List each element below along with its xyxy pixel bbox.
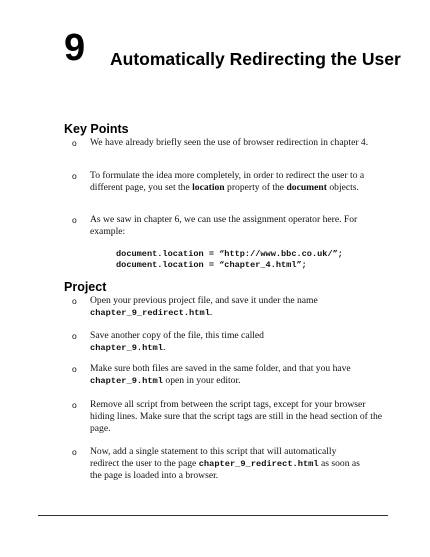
project-step-text: Save another copy of the file, this time called chapter_9.html. [90, 330, 264, 353]
project-step-text: Make sure both files are saved in the same folder, and that you have chapter_9.html open in your editor. [90, 363, 351, 386]
key-point-text: As we saw in chapter 6, we can use the assignment operator here. For example: [90, 214, 358, 237]
project-heading: Project [64, 280, 107, 294]
bullet-icon: o [72, 296, 77, 306]
code-line: document.location = “http://www.bbc.co.uk/”; [116, 249, 343, 259]
list-item [72, 214, 390, 238]
bullet-icon: o [72, 138, 77, 148]
bullet-icon: o [72, 400, 77, 410]
code-line: document.location = “chapter_4.html”; [116, 260, 307, 270]
list-item [72, 295, 390, 319]
bullet-icon: o [72, 331, 77, 341]
project-step-text: Now, add a single statement to this script that will automatically redirect the user to the page chapter_9_redirect.html as soon as the page is loaded into a browser. [90, 446, 360, 481]
key-point-text: We have already briefly seen the use of browser redirection in chapter 4. [90, 137, 369, 148]
list-item [72, 399, 390, 435]
list-item [72, 446, 390, 482]
key-point-text: To formulate the idea more completely, in order to redirect the user to a different page, you set the location property of the document objects. [90, 170, 365, 193]
chapter-number: 9 [64, 27, 86, 69]
chapter-title: Automatically Redirecting the User [110, 49, 401, 69]
bullet-icon: o [72, 215, 77, 225]
list-item [72, 330, 390, 354]
project-step-text: Open your previous project file, and save it under the name chapter_9_redirect.html. [90, 295, 318, 318]
footer-divider [38, 515, 388, 516]
key-points-heading: Key Points [64, 122, 129, 136]
list-item [72, 170, 390, 194]
code-example [116, 249, 406, 271]
bullet-icon: o [72, 447, 77, 457]
list-item [72, 363, 390, 387]
bullet-icon: o [72, 364, 77, 374]
bullet-icon: o [72, 171, 77, 181]
list-item [72, 137, 390, 149]
project-step-text: Remove all script from between the script tags, except for your browser hiding lines. Make sure that the script tags are still in the head section of the page. [90, 399, 383, 434]
